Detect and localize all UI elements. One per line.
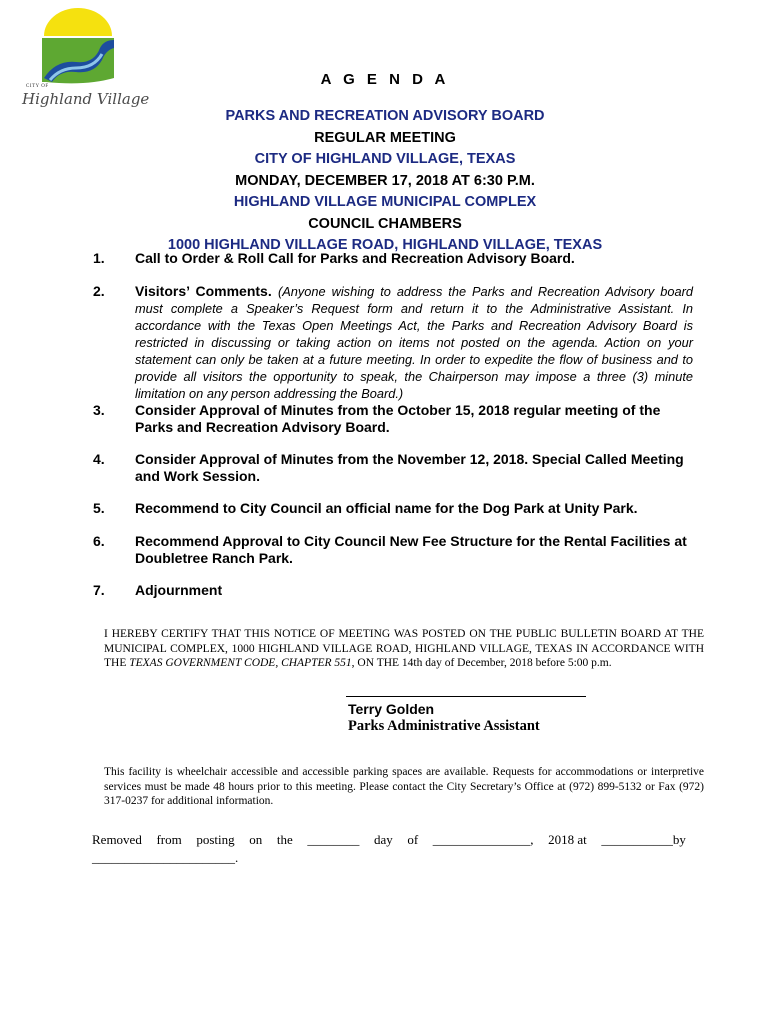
item-text: Adjournment bbox=[135, 582, 223, 598]
agenda-item-2 bbox=[93, 283, 693, 402]
removed-word: day bbox=[373, 832, 393, 847]
removed-blank-by: ______________________. bbox=[92, 850, 239, 865]
removed-word: on bbox=[249, 832, 263, 847]
item-number: 3. bbox=[93, 402, 105, 418]
removal-notice bbox=[92, 831, 686, 867]
item-text: Call to Order & Roll Call for Parks and Recreation Advisory Board. bbox=[135, 250, 575, 266]
logo-city-name: Highland Village bbox=[22, 90, 150, 108]
item-number: 2. bbox=[93, 283, 105, 299]
removed-blank-date: ________ bbox=[307, 832, 360, 847]
meeting-header bbox=[0, 106, 770, 257]
certify-code-reference: TEXAS GOVERNMENT CODE, CHAPTER 551 bbox=[129, 657, 352, 669]
removed-word: of bbox=[407, 832, 419, 847]
removed-blank-month: _______________, bbox=[432, 832, 534, 847]
meeting-venue: HIGHLAND VILLAGE MUNICIPAL COMPLEX bbox=[233, 194, 537, 210]
item-number: 1. bbox=[93, 250, 105, 266]
signer-title: Parks Administrative Assistant bbox=[348, 718, 540, 734]
removed-word: 2018 at bbox=[548, 832, 587, 847]
item-number: 7. bbox=[93, 582, 105, 598]
item-number: 6. bbox=[93, 533, 105, 549]
agenda-item-6 bbox=[93, 533, 693, 567]
meeting-date: MONDAY, DECEMBER 17, 2018 AT 6:30 P.M. bbox=[235, 172, 535, 189]
meeting-address: 1000 HIGHLAND VILLAGE ROAD, HIGHLAND VILLAGE, TEXAS bbox=[167, 237, 603, 253]
removed-word: the bbox=[276, 832, 293, 847]
signer-name: Terry Golden bbox=[348, 701, 435, 717]
accessibility-notice: This facility is wheelchair accessible and accessible parking spaces are available. Requests for accommodations or interpretive services must be made 48 hours prior to this meeting. Please contact the City Secretary’s Office at (972) 899-5132 or Fax (972) 317-0237 for additional information. bbox=[104, 766, 704, 807]
agenda-item-5 bbox=[93, 500, 693, 517]
item-number: 4. bbox=[93, 451, 105, 467]
item-text: Consider Approval of Minutes from the October 15, 2018 regular meeting of the Parks and Recreation Advisory Board. bbox=[135, 402, 661, 435]
meeting-room: COUNCIL CHAMBERS bbox=[308, 215, 462, 232]
removed-word: Removed bbox=[92, 832, 142, 847]
city-name: CITY OF HIGHLAND VILLAGE, TEXAS bbox=[254, 151, 516, 167]
certify-text-end: , ON THE 14th day of December, 2018 before 5:00 p.m. bbox=[351, 657, 612, 669]
agenda-title: A G E N D A bbox=[320, 71, 450, 88]
agenda-item-1 bbox=[93, 250, 693, 267]
agenda-item-7 bbox=[93, 582, 693, 599]
certify-text-start: I HEREBY CERTIFY THAT THIS NOTICE OF MEETING WAS POSTED ON THE PUBLIC BULLETIN BOARD AT THE MUNICIPAL COMPLEX, 1000 HIGHLAND VILLAGE ROAD, HIGHLAND VILLAGE, TEXAS IN ACCORDANCE WITH THE bbox=[104, 628, 704, 669]
item-text: Consider Approval of Minutes from the November 12, 2018. Special Called Meeting and Work Session. bbox=[135, 451, 684, 484]
item-text: Visitors’ Comments. bbox=[135, 283, 272, 299]
meeting-type: REGULAR MEETING bbox=[314, 129, 456, 146]
signature-line bbox=[346, 696, 586, 697]
agenda-item-3 bbox=[93, 402, 693, 436]
removed-word: from bbox=[156, 832, 182, 847]
item-text: Recommend to City Council an official name for the Dog Park at Unity Park. bbox=[135, 500, 638, 516]
posting-certification bbox=[104, 627, 704, 671]
removed-blank-time: ___________by bbox=[601, 832, 686, 847]
item-description: (Anyone wishing to address the Parks and Recreation Advisory board must complete a Speaker’s Request form and return it to the Administrative Assistant. In accordance with the Texas Open Meetings Act, the Parks and Recreation Advisory Board is restricted in discussing or taking action on items not posted on the agenda. Action on your statement can only be taken at a future meeting. In order to expedite the flow of business and to provide all visitors the opportunity to speak, the Chairperson may impose a three (3) minute limitation on any person addressing the Board.) bbox=[135, 284, 693, 401]
board-name: PARKS AND RECREATION ADVISORY BOARD bbox=[225, 108, 545, 124]
removed-word: posting bbox=[196, 832, 235, 847]
logo-city-of-text: CITY OF bbox=[26, 84, 49, 89]
city-logo bbox=[18, 8, 150, 112]
agenda-item-4 bbox=[93, 451, 693, 485]
item-text: Recommend Approval to City Council New Fee Structure for the Rental Facilities at Doubletree Ranch Park. bbox=[135, 533, 687, 566]
item-number: 5. bbox=[93, 500, 105, 516]
